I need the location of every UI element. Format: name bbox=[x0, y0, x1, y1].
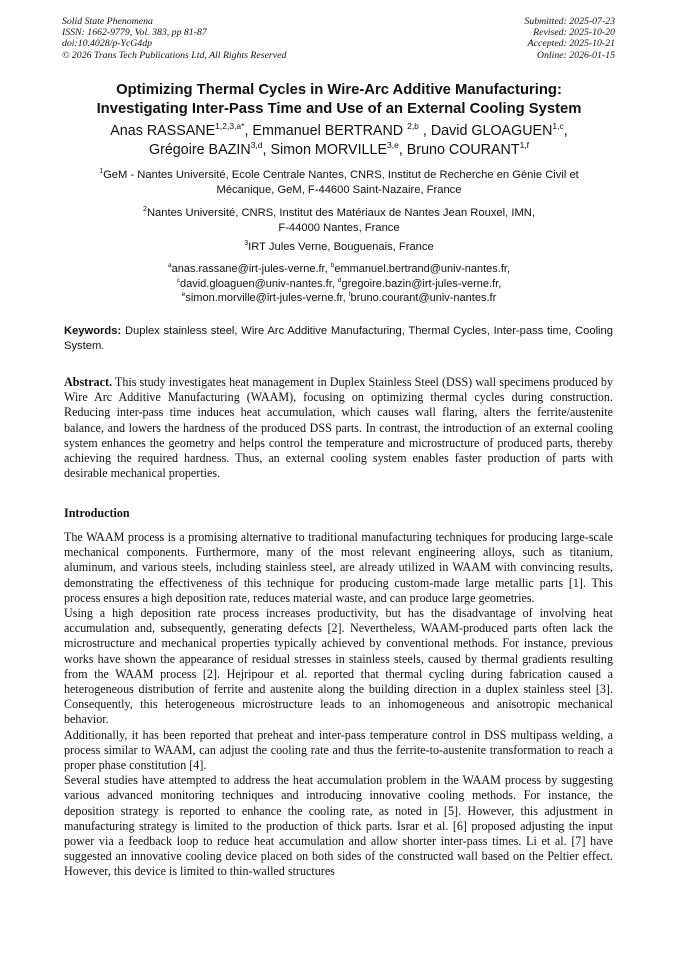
submission-dates bbox=[524, 16, 615, 61]
submitted-date: Submitted: 2025-07-23 bbox=[524, 16, 615, 27]
author-line-2 bbox=[40, 141, 638, 160]
revised-date: Revised: 2025-10-20 bbox=[533, 27, 615, 39]
author-separator: , bbox=[418, 123, 431, 139]
author-separator: , bbox=[563, 123, 568, 139]
author-name: Simon MORVILLE bbox=[270, 142, 387, 158]
author-name: Emmanuel BERTRAND bbox=[252, 123, 408, 139]
affiliation-3 bbox=[60, 240, 618, 255]
title-line-2: Investigating Inter-Pass Time and Use of an External Cooling System bbox=[96, 101, 582, 117]
affil-line: GeM - Nantes Université, Ecole Centrale Nantes, CNRS, Institut de Recherche en Génie Civil et bbox=[103, 169, 579, 181]
affiliation-1 bbox=[60, 168, 618, 198]
abstract-text: This study investigates heat management in Duplex Stainless Steel (DSS) wall specimens produced by Wire Arc Additive Manufacturing (WAAM), focusing on optimizing thermal cycles during construction. Reducing inter-pass time induces heat accumulation, which causes wall flaring, alters the ferrite/austenite balance, and lowers the hardness of the produced DSS parts. In contrast, the introduction of an external cooling system enhances the geometry and helps control the temperature and microstructure of produced parts, thereby achieving the required hardness. Thus, an external cooling system enables faster production of parts with desirable mechanical properties. bbox=[64, 375, 613, 481]
email-address[interactable]: anas.rassane@irt-jules-verne.fr, bbox=[171, 263, 331, 275]
journal-info bbox=[62, 16, 286, 61]
author-name: Anas RASSANE bbox=[110, 123, 216, 139]
intro-paragraph-4: Several studies have attempted to address the heat accumulation problem in the WAAM process by suggesting various advanced monitoring techniques and introducing innovative cooling methods. For instance, the deposition strategy is reported to enhance the cooling rate, as noted in [5]. However, this adjustment in manufacturing strategy is limited to the production of thick parts. Israr et al. [6] proposed adjusting the input power via a feedback loop to reduce heat accumulation and allow shorter inter-pass times. Li et al. [7] have suggested an innovative cooling device placed on both sides of the constructed wall based on the Peltier effect. However, this device is limited to thin-walled structures bbox=[64, 773, 613, 879]
keywords-text: Duplex stainless steel, Wire Arc Additive Manufacturing, Thermal Cycles, Inter-pass time, Cooling System. bbox=[64, 325, 613, 352]
email-list bbox=[60, 262, 618, 306]
author-separator: , bbox=[244, 123, 253, 139]
doi-line: doi:10.4028/p-YcG4dp bbox=[62, 38, 153, 50]
affil-line: Mécanique, GeM, F-44600 Saint-Nazaire, France bbox=[216, 184, 462, 196]
author-name: David GLOAGUEN bbox=[430, 123, 553, 139]
section-heading-introduction: Introduction bbox=[64, 506, 130, 520]
author-affil-mark: 3,e bbox=[386, 140, 399, 150]
paper-title bbox=[40, 81, 638, 119]
issn-line: ISSN: 1662-9779, Vol. 383, pp 81-87 bbox=[62, 27, 207, 39]
author-separator: , bbox=[262, 142, 271, 158]
email-mark: d bbox=[337, 276, 342, 284]
affil-line: IRT Jules Verne, Bouguenais, France bbox=[248, 241, 434, 253]
email-address[interactable]: gregoire.bazin@irt-jules-verne.fr, bbox=[341, 277, 502, 290]
author-name: Bruno COURANT bbox=[406, 142, 520, 158]
author-line-1 bbox=[40, 122, 638, 141]
author-affil-mark: 1,f bbox=[519, 140, 530, 150]
author-affil-mark: 1,c bbox=[552, 121, 564, 131]
intro-paragraph-3: Additionally, it has been reported that preheat and inter-pass temperature control in DSS multipass welding, a process similar to WAAM, can adjust the cooling rate and thus the ferrite-to-austenite transformation to reach a proper phase constitution [4]. bbox=[64, 727, 613, 773]
email-mark: c bbox=[176, 276, 180, 284]
email-address[interactable]: david.gloaguen@univ-nantes.fr, bbox=[179, 277, 338, 290]
author-affil-mark: 3,d bbox=[250, 140, 263, 150]
journal-name: Solid State Phenomena bbox=[62, 16, 153, 27]
intro-paragraph-2: Using a high deposition rate process increases productivity, but has the disadvantage of involving heat accumulation and, subsequently, generating defects [2]. Nevertheless, WAAM-produced parts often lack the microstructure and mechanical properties typically achieved by conventional methods. For instance, previous works have shown the appearance of residual stresses in stainless steels, caused by thermal gradients resulting from the WAAM process [2]. Hejripour et al. reported that thermal cycling during fabrication caused a heterogeneous distribution of ferrite and austenite along the building direction in a duplex stainless steel [3]. Consequently, this heterogeneous microstructure leads to an inhomogeneous and anisotropic mechanical behavior. bbox=[64, 606, 613, 727]
intro-paragraph-1: The WAAM process is a promising alternative to traditional manufacturing techniques for producing large-scale mechanical components. Furthermore, many of the most relevant engineering alloys, such as titanium, aluminum, and various steels, including stainless steel, are already utilized in WAAM with convincing results, demonstrating the effectiveness of this technique for producing custom-made large metallic parts [1]. This process ensures a high deposition rate, reduces material waste, and can produce large geometries. bbox=[64, 530, 613, 605]
accepted-date: Accepted: 2025-10-21 bbox=[527, 38, 615, 50]
introduction-body bbox=[64, 530, 613, 880]
affil-mark: 3 bbox=[244, 240, 249, 247]
keywords-label: Keywords: bbox=[64, 325, 122, 337]
author-affil-mark: 2,b bbox=[407, 121, 419, 131]
affil-mark: 1 bbox=[99, 168, 104, 175]
online-date: Online: 2026-01-15 bbox=[536, 49, 615, 61]
affil-mark: 2 bbox=[143, 206, 147, 213]
copyright-line: © 2026 Trans Tech Publications Ltd, All Rights Reserved bbox=[62, 49, 287, 61]
title-line-1: Optimizing Thermal Cycles in Wire-Arc Additive Manufacturing: bbox=[116, 82, 562, 98]
email-address[interactable]: emmanuel.bertrand@univ-nantes.fr, bbox=[334, 263, 511, 275]
abstract-section bbox=[64, 375, 613, 481]
email-mark: b bbox=[330, 262, 335, 269]
affiliation-2 bbox=[60, 206, 618, 236]
author-name: Grégoire BAZIN bbox=[148, 142, 251, 158]
keywords-section bbox=[64, 324, 613, 354]
email-mark: a bbox=[167, 262, 172, 269]
affil-line: F-44000 Nantes, France bbox=[278, 222, 400, 234]
abstract-label: Abstract. bbox=[64, 375, 113, 389]
author-list bbox=[40, 122, 638, 160]
email-mark: e bbox=[181, 291, 186, 298]
author-affil-mark: 1,2,3,a* bbox=[215, 121, 245, 131]
author-separator: , bbox=[398, 142, 407, 158]
email-address[interactable]: simon.morville@irt-jules-verne.fr, bbox=[185, 292, 349, 304]
email-mark: f bbox=[348, 291, 351, 298]
email-address[interactable]: bruno.courant@univ-nantes.fr bbox=[350, 292, 497, 304]
affil-line: Nantes Université, CNRS, Institut des Matériaux de Nantes Jean Rouxel, IMN, bbox=[146, 207, 535, 219]
